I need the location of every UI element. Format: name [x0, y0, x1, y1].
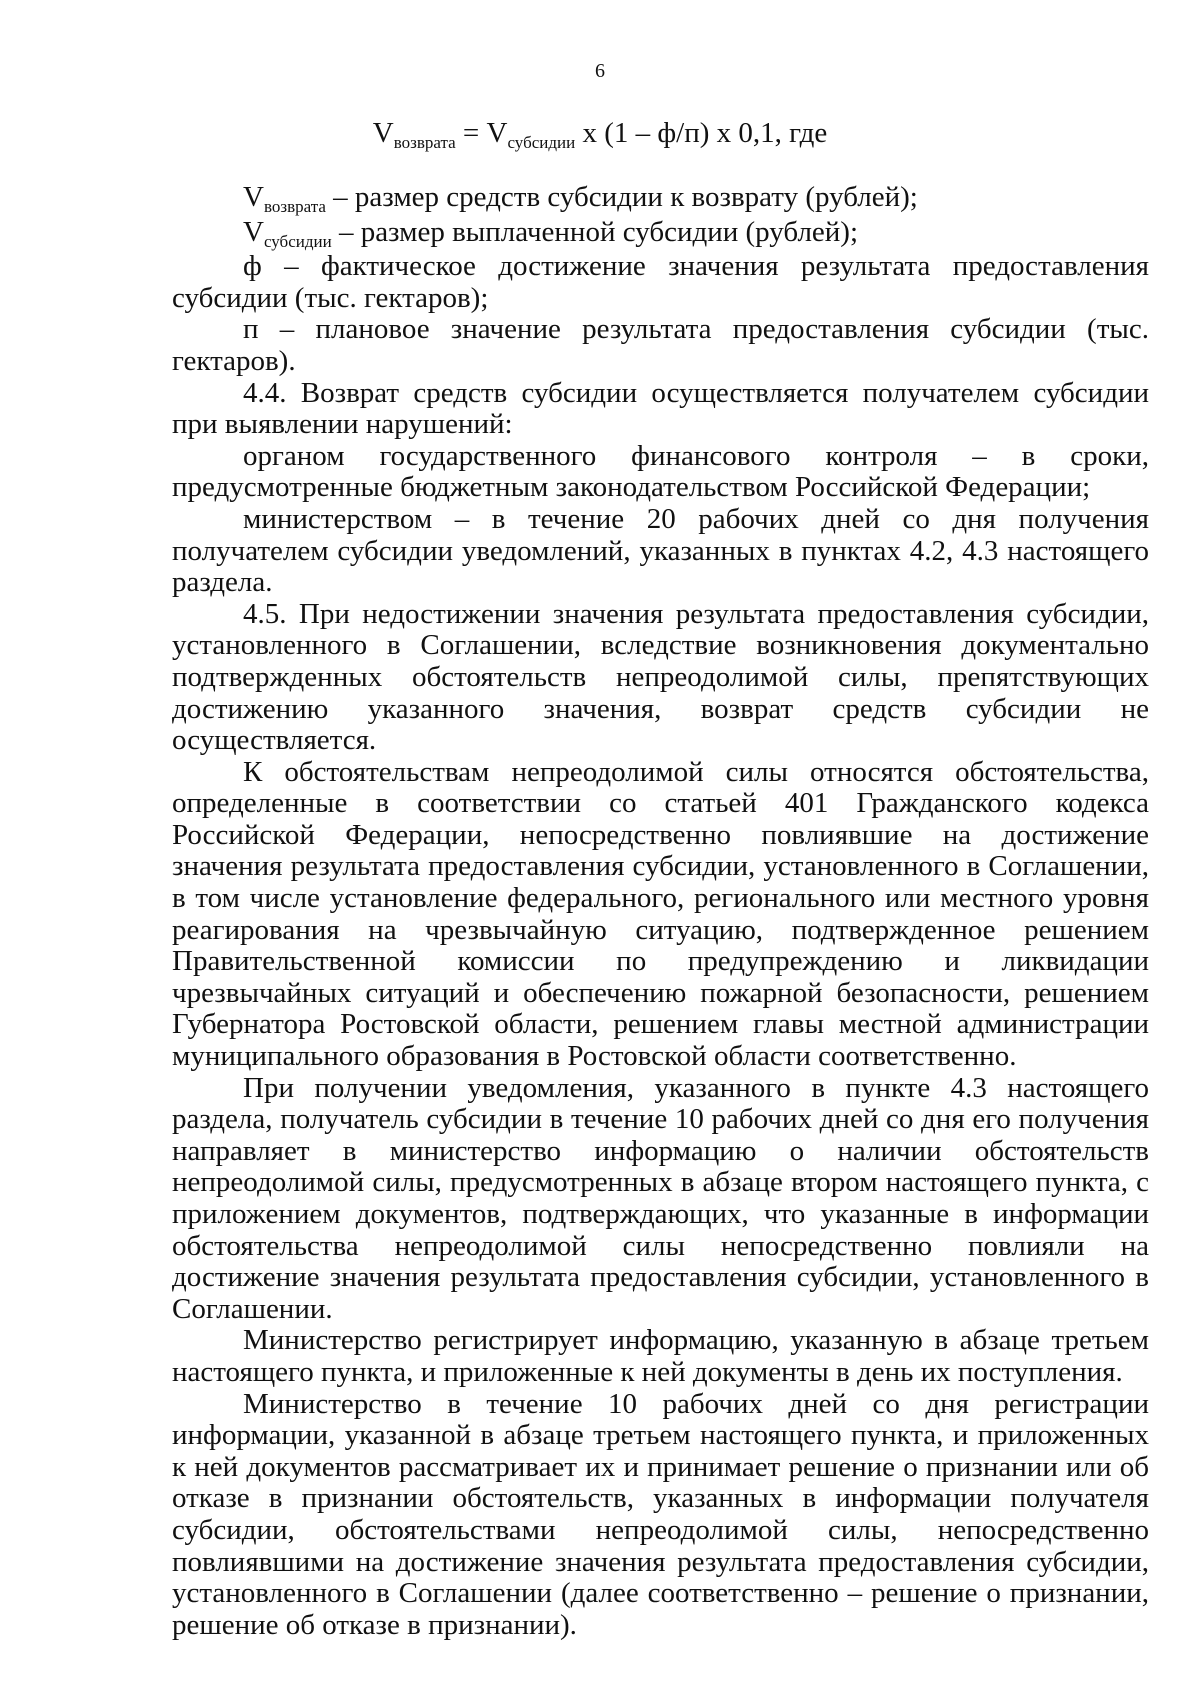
paragraph-4-4: 4.4. Возврат средств субсидии осуществляется получателем субсидии при выявлении нарушений: — [172, 376, 1149, 441]
formula-expression: x (1 – ф/п) x 0,1, где — [575, 117, 828, 149]
definition-f: ф – фактическое достижение значения результата предоставления субсидии (тыс. гектаров); — [172, 250, 1149, 314]
definition-text: – размер средств субсидии к возврату (рублей); — [325, 181, 918, 213]
paragraph-notification: При получении уведомления, указанного в пункте 4.3 настоящего раздела, получатель субсидии в течение 10 рабочих дней со дня его получения направляет в министерство информацию о наличии обстоятельств непреодолимой силы, предусмотренных в абзаце втором настоящего пункта, с приложением документов, подтверждающих, что указанные в информации обстоятельства непреодолимой силы непосредственно повлияли на достижение значения результата предоставления субсидии, установленного в Соглашении. — [172, 1071, 1149, 1325]
paragraph-registration: Министерство регистрирует информацию, указанную в абзаце третьем настоящего пункта, и приложенные к ней документы в день их поступления. — [172, 1324, 1149, 1388]
page-number: 6 — [595, 60, 605, 82]
definition-p: п – плановое значение результата предоставления субсидии (тыс. гектаров). — [172, 313, 1149, 377]
document-body — [172, 182, 1149, 1641]
definition-symbol: V — [243, 181, 264, 213]
paragraph-control-body: органом государственного финансового контроля – в сроки, предусмотренные бюджетным законодательством Российской Федерации; — [172, 439, 1149, 504]
definition-text: – размер выплаченной субсидии (рублей); — [331, 215, 859, 248]
return-formula — [0, 113, 1200, 157]
definition-v-return — [172, 182, 1149, 217]
formula-v-return-subscript: возврата — [393, 133, 456, 152]
definition-v-subsidy — [172, 217, 1149, 252]
paragraph-ministry: министерством – в течение 20 рабочих дней со дня получения получателем субсидии уведомлений, указанных в пунктах 4.2, 4.3 настоящего раздела. — [172, 502, 1149, 599]
paragraph-4-5: 4.5. При недостижении значения результата предоставления субсидии, установленного в Соглашении, вследствие возникновения документально подтвержденных обстоятельств непреодолимой силы, препятствующих достижению указанного значения, возврат средств субсидии не осуществляется. — [172, 597, 1149, 757]
definition-symbol: V — [243, 215, 264, 248]
formula-v-subsidy-subscript: субсидии — [507, 133, 576, 152]
formula-equals: = — [455, 117, 487, 149]
formula-v-return: V — [372, 117, 394, 149]
definition-subscript: субсидии — [263, 231, 332, 251]
paragraph-decision: Министерство в течение 10 рабочих дней со дня регистрации информации, указанной в абзаце третьем настоящего пункта, и приложенных к ней документов рассматривает их и принимает решение о признании или об отказе в признании обстоятельств, указанных в информации получателя субсидии, обстоятельствами непреодолимой силы, непосредственно повлиявшими на достижение значения результата предоставления субсидии, установленного в Соглашении (далее соответственно – решение о признании, решение об отказе в признании). — [172, 1387, 1149, 1641]
definition-subscript: возврата — [263, 197, 326, 216]
paragraph-force-majeure: К обстоятельствам непреодолимой силы относятся обстоятельства, определенные в соответствии со статьей 401 Гражданского кодекса Российской Федерации, непосредственно повлиявшие на достижение значения результата предоставления субсидии, установленного в Соглашении, в том числе установление федерального, регионального или местного уровня реагирования на чрезвычайную ситуацию, подтвержденное решением Правительственной комиссии по предупреждению и ликвидации чрезвычайных ситуаций и обеспечению пожарной безопасности, решением Губернатора Ростовской области, решением главы местной администрации муниципального образования в Ростовской области соответственно. — [172, 755, 1149, 1073]
formula-v-subsidy: V — [486, 117, 508, 149]
